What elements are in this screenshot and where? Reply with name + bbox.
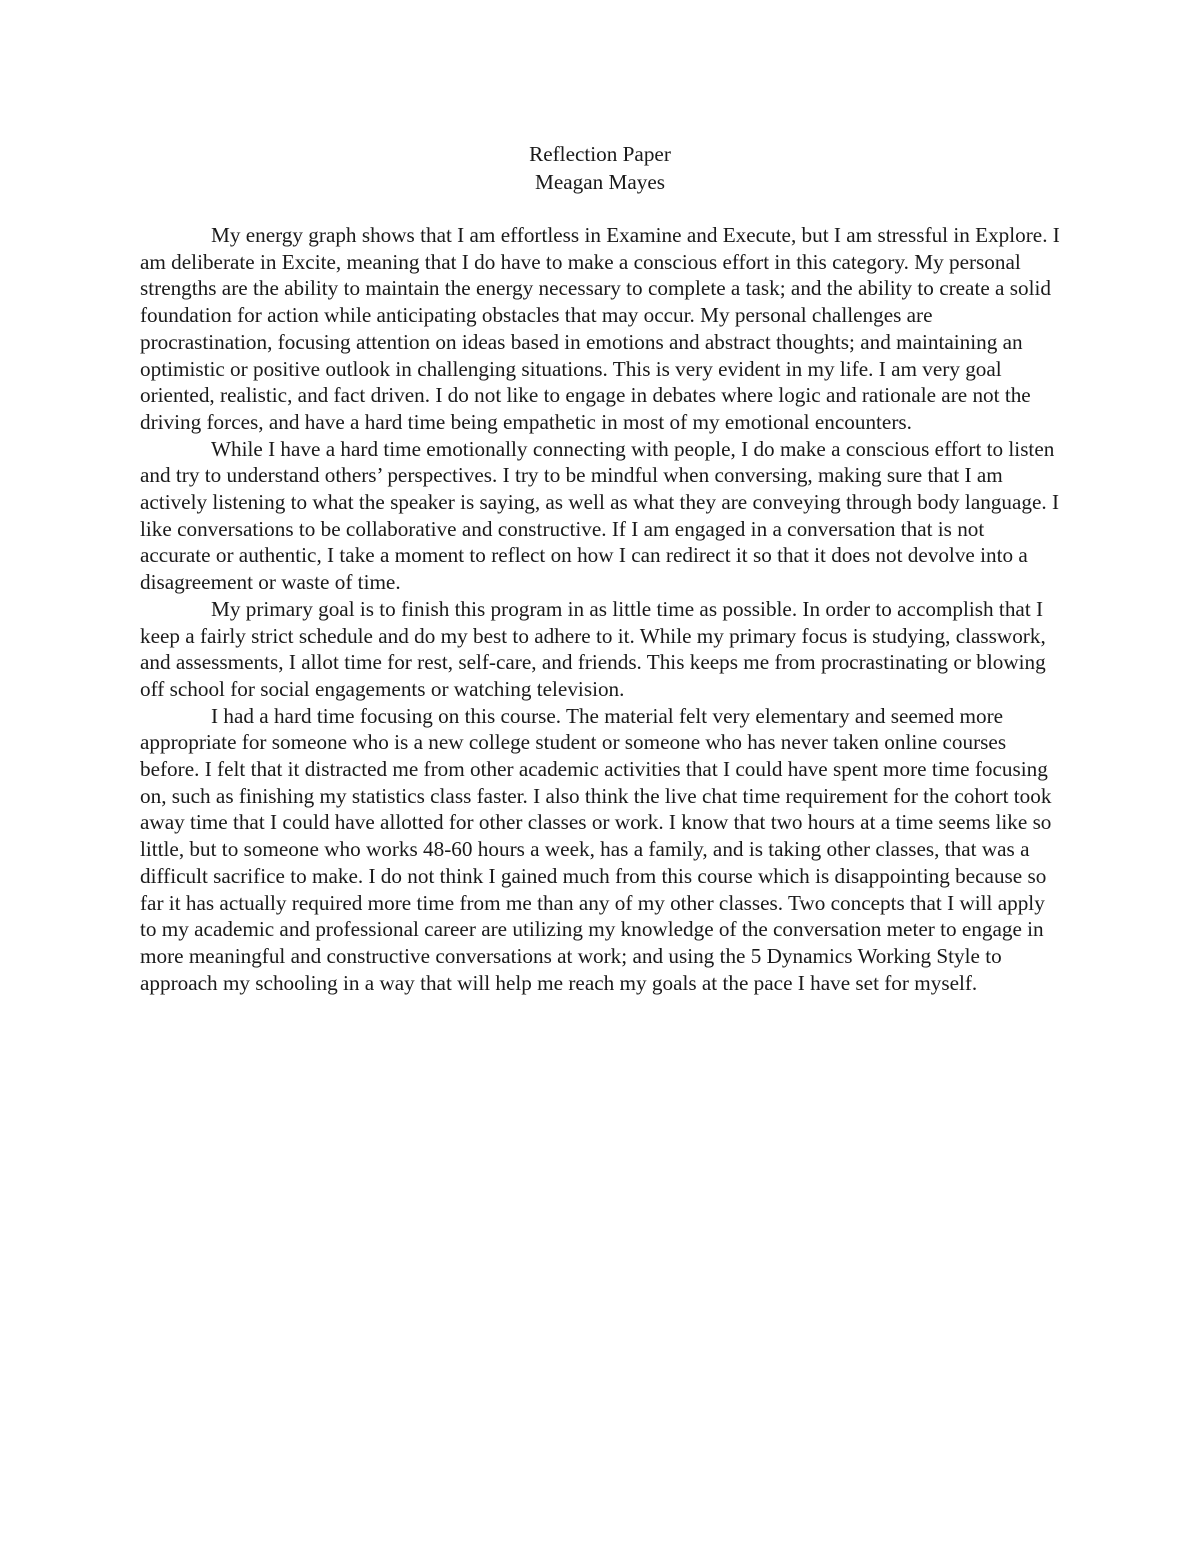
document-author: Meagan Mayes (534, 170, 666, 194)
document-title: Reflection Paper (529, 142, 671, 166)
paragraph-1: My energy graph shows that I am effortless in Examine and Execute, but I am stressful in Explore. I am deliberate in Excite, meaning that I do have to make a conscious effort in this category. My personal strengths are the ability to maintain the energy necessary to complete a task; and the ability to create a solid foundation for action while anticipating obstacles that may occur. My personal challenges are procrastination, focusing attention on ideas based in emotions and abstract thoughts; and maintaining an optimistic or positive outlook in challenging situations. This is very evident in my life. I am very goal oriented, realistic, and fact driven. I do not like to engage in debates where logic and rationale are not the driving forces, and have a hard time being empathetic in most of my emotional encounters. (140, 223, 1060, 434)
document-body (140, 140, 1060, 996)
paragraph-4: I had a hard time focusing on this course. The material felt very elementary and seemed more appropriate for someone who is a new college student or someone who has never taken online courses before. I felt that it distracted me from other academic activities that I could have spent more time focusing on, such as finishing my statistics class faster. I also think the live chat time requirement for the cohort took away time that I could have allotted for other classes or work. I know that two hours at a time seems like so little, but to someone who works 48-60 hours a week, has a family, and is taking other classes, that was a difficult sacrifice to make. I do not think I gained much from this course which is disappointing because so far it has actually required more time from me than any of my other classes. Two concepts that I will apply to my academic and professional career are utilizing my knowledge of the conversation meter to engage in more meaningful and constructive conversations at work; and using the 5 Dynamics Working Style to approach my schooling in a way that will help me reach my goals at the pace I have set for myself. (140, 703, 1052, 995)
paragraph-2: While I have a hard time emotionally connecting with people, I do make a conscious effort to listen and try to understand others’ perspectives. I try to be mindful when conversing, making sure that I am actively listening to what the speaker is saying, as well as what they are conveying through body language. I like conversations to be collaborative and constructive. If I am engaged in a conversation that is not accurate or authentic, I take a moment to reflect on how I can redirect it so that it does not devolve into a disagreement or waste of time. (140, 436, 1060, 595)
paragraph-3: My primary goal is to finish this program in as little time as possible. In order to accomplish that I keep a fairly strict schedule and do my best to adhere to it. While my primary focus is studying, classwork, and assessments, I allot time for rest, self-care, and friends. This keeps me from procrastinating or blowing off school for social engagements or watching television. (140, 596, 1046, 701)
